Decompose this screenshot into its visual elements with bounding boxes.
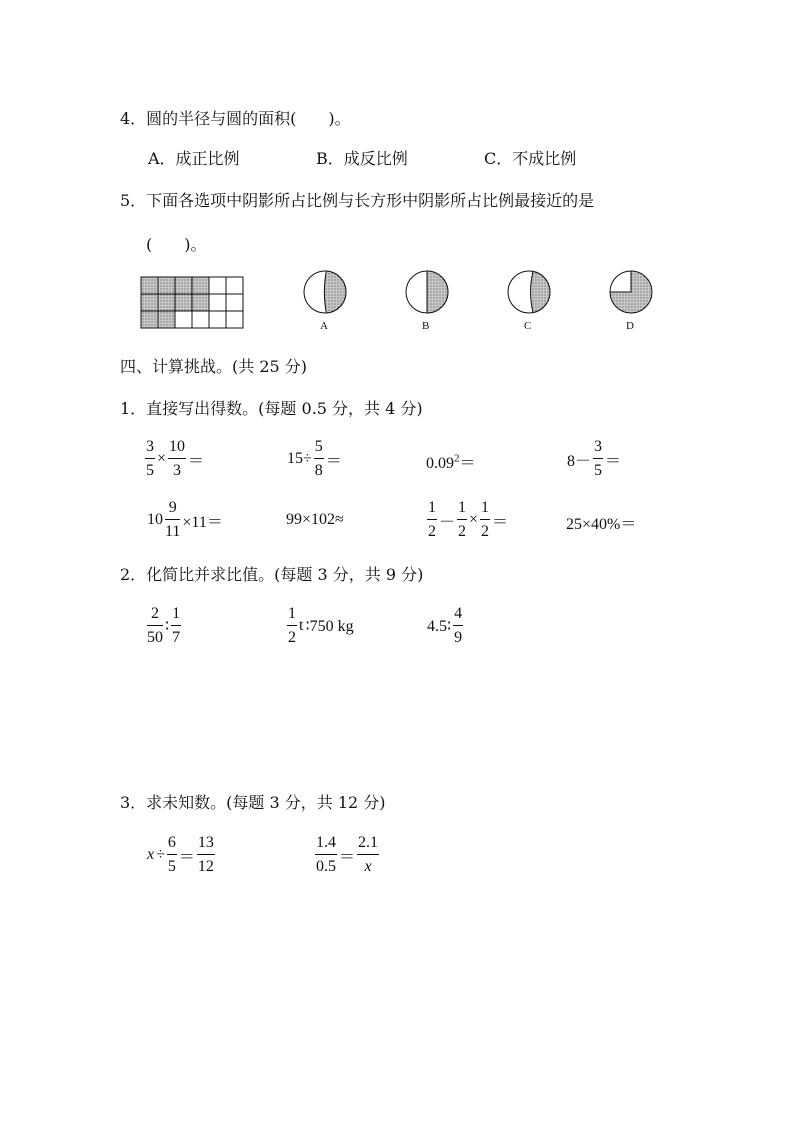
fraction: $\frac{6}{5}$ [167, 834, 176, 875]
calc-1-8: 25×40%＝ [566, 516, 637, 533]
circle-option-a[interactable] [304, 271, 346, 313]
grid-cell-shaded [192, 294, 209, 311]
fraction: $\frac{2.1}{x}$ [358, 834, 379, 875]
q4-option-c[interactable]: C．不成比例 [484, 149, 577, 168]
ratio-2-2: $\frac{1}{2}$ t ∶750 kg [288, 605, 354, 646]
fraction: $\frac{5}{8}$ [314, 438, 323, 479]
fraction: $\frac{2}{50}$ [147, 605, 163, 646]
q4-option-b[interactable]: B．成反比例 [316, 149, 408, 168]
calc-1-1: $\frac{3}{5}$ × $\frac{10}{3}$ ＝ [146, 438, 205, 479]
grid-cell-shaded [158, 311, 175, 328]
calc-1-7: $\frac{1}{2}$ － $\frac{1}{2}$ × $\frac{1}{2}$ ＝ [428, 499, 509, 540]
circle-shaded-region [531, 271, 550, 312]
circle-option-c[interactable] [508, 271, 550, 313]
calc-1-6: 99×102≈ [286, 511, 344, 528]
grid-cell [226, 277, 243, 294]
ratio-2-1: $\frac{2}{50}$ ∶ $\frac{1}{7}$ [147, 605, 181, 646]
q5-stem: 5．下面各选项中阴影所占比例与长方形中阴影所占比例最接近的是 [120, 191, 595, 210]
circle-option-b[interactable] [406, 271, 448, 313]
equation-3-2: $\frac{1.4}{0.5}$ ＝ $\frac{2.1}{x}$ [316, 834, 379, 875]
grid-cell [192, 311, 209, 328]
q5-answer-blank[interactable]: ( )。 [146, 235, 207, 254]
fraction: $\frac{1}{2}$ [288, 605, 296, 646]
circle-option-d[interactable] [610, 271, 652, 313]
fraction: $\frac{1.4}{0.5}$ [316, 834, 336, 875]
grid-cell [209, 294, 226, 311]
part-3-title: 3．求未知数。(每题 3 分，共 12 分) [120, 793, 386, 812]
circle-label-d: D [626, 320, 634, 332]
q5-figures [130, 264, 670, 340]
grid-cell-shaded [141, 277, 158, 294]
grid-cell-shaded [158, 294, 175, 311]
fraction: $\frac{1}{7}$ [172, 605, 181, 646]
q4-stem: 4．圆的半径与圆的面积( )。 [120, 109, 351, 128]
calc-1-2: 15÷ $\frac{5}{8}$ ＝ [287, 438, 342, 479]
calc-1-5: 10 $\frac{9}{11}$ ×11＝ [147, 499, 223, 540]
grid-cell-shaded [175, 294, 192, 311]
fraction: $\frac{9}{11}$ [165, 499, 181, 540]
ratio-2-3: 4.5∶ $\frac{4}{9}$ [427, 605, 463, 646]
fraction: $\frac{4}{9}$ [454, 605, 463, 646]
circle-unshaded-region [610, 271, 631, 292]
circle-shaded-region [324, 271, 346, 313]
part-1-title: 1．直接写出得数。(每题 0.5 分，共 4 分) [120, 399, 423, 418]
circle-shaded-region [427, 271, 448, 313]
fraction: $\frac{3}{5}$ [594, 438, 603, 479]
part-2-title: 2．化简比并求比值。(每题 3 分，共 9 分) [120, 565, 424, 584]
fraction: $\frac{13}{12}$ [197, 834, 214, 875]
q4-option-a[interactable]: A．成正比例 [148, 149, 240, 168]
calc-1-4: 8－ $\frac{3}{5}$ ＝ [567, 438, 622, 479]
circle-label-c: C [524, 320, 532, 332]
grid-cell [175, 311, 192, 328]
grid-cell [226, 311, 243, 328]
q5-rectangle-grid [141, 277, 243, 328]
grid-cell-shaded [175, 277, 192, 294]
fraction: $\frac{1}{2}$ [481, 499, 490, 540]
grid-cell-shaded [192, 277, 209, 294]
circle-label-b: B [422, 320, 430, 332]
circle-label-a: A [320, 320, 328, 332]
fraction: $\frac{1}{2}$ [458, 499, 467, 540]
calc-1-3: $0.09^2=$ [426, 452, 476, 472]
grid-cell-shaded [141, 294, 158, 311]
fraction: $\frac{3}{5}$ [146, 438, 154, 479]
grid-cell [226, 294, 243, 311]
section-4-title: 四、计算挑战。(共 25 分) [120, 357, 308, 376]
grid-cell [209, 277, 226, 294]
equation-3-1: x ÷ $\frac{6}{5}$ ＝ $\frac{13}{12}$ [147, 834, 214, 875]
grid-cell-shaded [158, 277, 175, 294]
fraction: $\frac{1}{2}$ [428, 499, 436, 540]
grid-cell [209, 311, 226, 328]
fraction: $\frac{10}{3}$ [169, 438, 186, 479]
grid-cell-shaded [141, 311, 158, 328]
